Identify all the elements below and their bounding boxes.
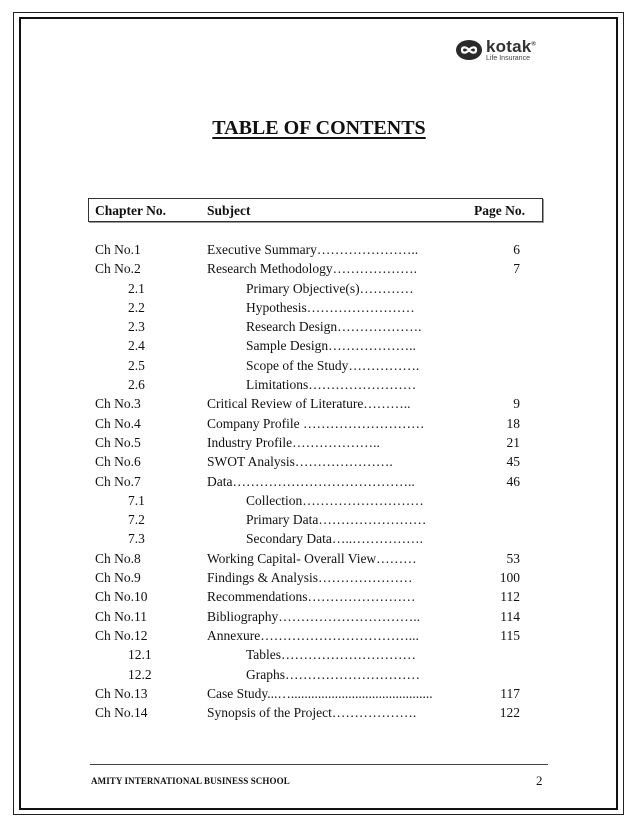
logo-subtitle: Life Insurance [486, 55, 530, 62]
toc-row [0, 626, 638, 645]
footer-page-number: 2 [536, 773, 543, 788]
toc-page-number: 18 [506, 415, 520, 431]
toc-page-number: 100 [499, 570, 520, 586]
toc-row [0, 491, 638, 510]
toc-subject: Primary Objective(s)………… [246, 280, 414, 296]
toc-row [0, 665, 638, 684]
toc-row [0, 645, 638, 664]
toc-row [0, 587, 638, 606]
footer-school-name: AMITY INTERNATIONAL BUSINESS SCHOOL [91, 776, 290, 786]
toc-subject: Graphs………………………… [246, 666, 420, 682]
toc-row [0, 433, 638, 452]
toc-page-number: 46 [506, 473, 520, 489]
toc-row [0, 375, 638, 394]
toc-row [0, 568, 638, 587]
toc-chapter-number: Ch No.13 [95, 685, 148, 701]
toc-row [0, 472, 638, 491]
toc-page-number: 21 [506, 434, 520, 450]
toc-chapter-number: 2.1 [128, 280, 145, 296]
toc-subject: Synopsis of the Project………………. [207, 705, 417, 721]
logo-brand: kotak [486, 37, 532, 56]
toc-entries [0, 240, 638, 722]
toc-row [0, 414, 638, 433]
toc-chapter-number: 7.2 [128, 512, 145, 528]
toc-subject: Annexure……………………………... [207, 627, 419, 643]
toc-chapter-number: 12.2 [128, 666, 152, 682]
toc-chapter-number: Ch No.5 [95, 434, 141, 450]
toc-chapter-number: 12.1 [128, 647, 152, 663]
toc-subject: Recommendations…………………… [207, 589, 416, 605]
toc-chapter-number: 2.2 [128, 299, 145, 315]
toc-row [0, 684, 638, 703]
toc-row [0, 529, 638, 548]
toc-subject: Critical Review of Literature……….. [207, 396, 411, 412]
toc-chapter-number: Ch No.8 [95, 550, 141, 566]
registered-mark: ® [531, 41, 537, 48]
footer-divider [90, 764, 548, 765]
toc-chapter-number: Ch No.10 [95, 589, 148, 605]
toc-subject: Limitations…………………… [246, 377, 417, 393]
page-title-text: TABLE OF CONTENTS [212, 117, 426, 139]
toc-page-number: 115 [500, 627, 520, 643]
toc-chapter-number: 2.3 [128, 319, 145, 335]
toc-row [0, 279, 638, 298]
toc-chapter-number: 2.5 [128, 357, 145, 373]
toc-page-number: 7 [513, 261, 520, 277]
toc-row [0, 298, 638, 317]
toc-page-number: 117 [500, 685, 520, 701]
toc-row [0, 356, 638, 375]
infinity-logo-icon [455, 39, 483, 61]
toc-chapter-number: Ch No.14 [95, 705, 148, 721]
toc-row [0, 703, 638, 722]
toc-chapter-number: Ch No.2 [95, 261, 141, 277]
toc-subject: Primary Data…………………… [246, 512, 427, 528]
toc-subject: Research Methodology………………. [207, 261, 417, 277]
toc-subject: SWOT Analysis…………………. [207, 454, 393, 470]
header-subject: Subject [207, 203, 251, 218]
toc-row [0, 549, 638, 568]
toc-chapter-number: Ch No.7 [95, 473, 141, 489]
toc-row [0, 510, 638, 529]
toc-subject: Secondary Data…..……………. [246, 531, 423, 547]
toc-row [0, 336, 638, 355]
toc-chapter-number: Ch No.4 [95, 415, 141, 431]
toc-subject: Sample Design……………….. [246, 338, 416, 354]
toc-row [0, 452, 638, 471]
toc-subject: Research Design………………. [246, 319, 422, 335]
toc-page-number: 112 [500, 589, 520, 605]
toc-chapter-number: Ch No.1 [95, 242, 141, 257]
toc-chapter-number: Ch No.3 [95, 396, 141, 412]
toc-subject: Scope of the Study……………. [246, 357, 420, 373]
toc-row [0, 607, 638, 626]
toc-subject: Company Profile ……………………… [207, 415, 425, 431]
toc-subject: Collection……………………… [246, 492, 424, 508]
toc-row [0, 317, 638, 336]
toc-chapter-number: 7.1 [128, 492, 145, 508]
toc-page-number: 122 [499, 705, 520, 721]
toc-subject: Findings & Analysis………………… [207, 570, 413, 586]
header-page: Page No. [474, 203, 525, 218]
toc-subject: Bibliography………………………….. [207, 608, 420, 624]
toc-subject: Data………………………………….. [207, 473, 415, 489]
toc-row [0, 394, 638, 413]
toc-chapter-number: 2.4 [128, 338, 145, 354]
toc-page-number: 45 [506, 454, 520, 470]
toc-page-number: 114 [500, 608, 520, 624]
toc-page-number: 53 [506, 550, 520, 566]
toc-subject: Executive Summary………………….. [207, 242, 419, 257]
toc-subject: Tables………………………… [246, 647, 417, 663]
toc-chapter-number: 7.3 [128, 531, 145, 547]
toc-subject: Working Capital- Overall View……… [207, 550, 417, 566]
page-title [0, 117, 638, 140]
toc-subject: Hypothesis…………………… [246, 299, 415, 315]
toc-chapter-number: Ch No.9 [95, 570, 141, 586]
toc-page-number: 9 [513, 396, 520, 412]
toc-row [0, 240, 638, 259]
toc-subject: Industry Profile……………….. [207, 434, 380, 450]
kotak-logo [455, 37, 536, 63]
toc-chapter-number: 2.6 [128, 377, 145, 393]
header-chapter: Chapter No. [95, 203, 167, 218]
toc-row [0, 259, 638, 278]
toc-chapter-number: Ch No.6 [95, 454, 141, 470]
toc-subject: Case Study...….......................................... [207, 685, 433, 701]
toc-chapter-number: Ch No.12 [95, 627, 148, 643]
toc-chapter-number: Ch No.11 [95, 608, 148, 624]
toc-page-number: 6 [513, 242, 520, 257]
